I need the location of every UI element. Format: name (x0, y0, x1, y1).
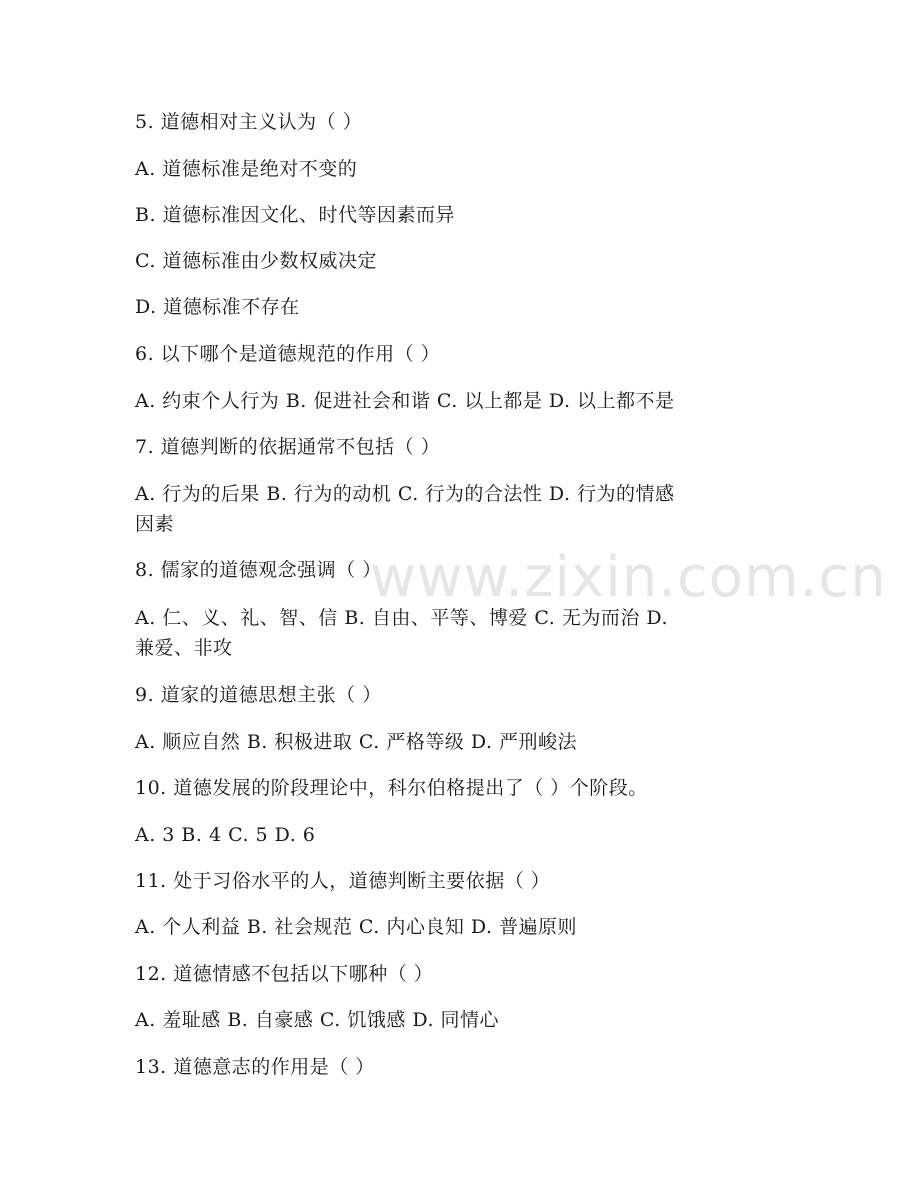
question-9: 9. 道家的道德思想主张（ ） (135, 684, 382, 706)
q9-options: A. 顺应自然 B. 积极进取 C. 严格等级 D. 严刑峻法 (135, 731, 578, 753)
question-7: 7. 道德判断的依据通常不包括（ ） (135, 436, 441, 458)
q7-options-continued: 因素 (135, 513, 175, 535)
q7-options: A. 行为的后果 B. 行为的动机 C. 行为的合法性 D. 行为的情感 (135, 483, 675, 505)
q11-options: A. 个人利益 B. 社会规范 C. 内心良知 D. 普遍原则 (135, 916, 578, 938)
q5-option-a: A. 道德标准是绝对不变的 (135, 158, 358, 180)
q5-option-b: B. 道德标准因文化、时代等因素而异 (135, 204, 456, 226)
question-8: 8. 儒家的道德观念强调（ ） (135, 559, 382, 581)
q8-options: A. 仁、义、礼、智、信 B. 自由、平等、博爱 C. 无为而治 D. (135, 607, 668, 629)
question-13: 13. 道德意志的作用是（ ） (135, 1056, 375, 1078)
q5-option-c: C. 道德标准由少数权威决定 (135, 250, 377, 272)
question-11: 11. 处于习俗水平的人，道德判断主要依据（ ） (135, 870, 551, 892)
q12-options: A. 羞耻感 B. 自豪感 C. 饥饿感 D. 同情心 (135, 1009, 500, 1031)
question-5: 5. 道德相对主义认为（ ） (135, 111, 363, 133)
watermark: www.zixin.com.cn (370, 545, 887, 610)
q8-options-continued: 兼爱、非攻 (135, 637, 233, 659)
question-6: 6. 以下哪个是道德规范的作用（ ） (135, 343, 441, 365)
question-10: 10. 道德发展的阶段理论中，科尔伯格提出了（ ）个阶段。 (135, 777, 648, 799)
q5-option-d: D. 道德标准不存在 (135, 296, 300, 318)
q6-options: A. 约束个人行为 B. 促进社会和谐 C. 以上都是 D. 以上都不是 (135, 390, 675, 412)
question-12: 12. 道德情感不包括以下哪种（ ） (135, 963, 434, 985)
q10-options: A. 3 B. 4 C. 5 D. 6 (135, 824, 316, 846)
